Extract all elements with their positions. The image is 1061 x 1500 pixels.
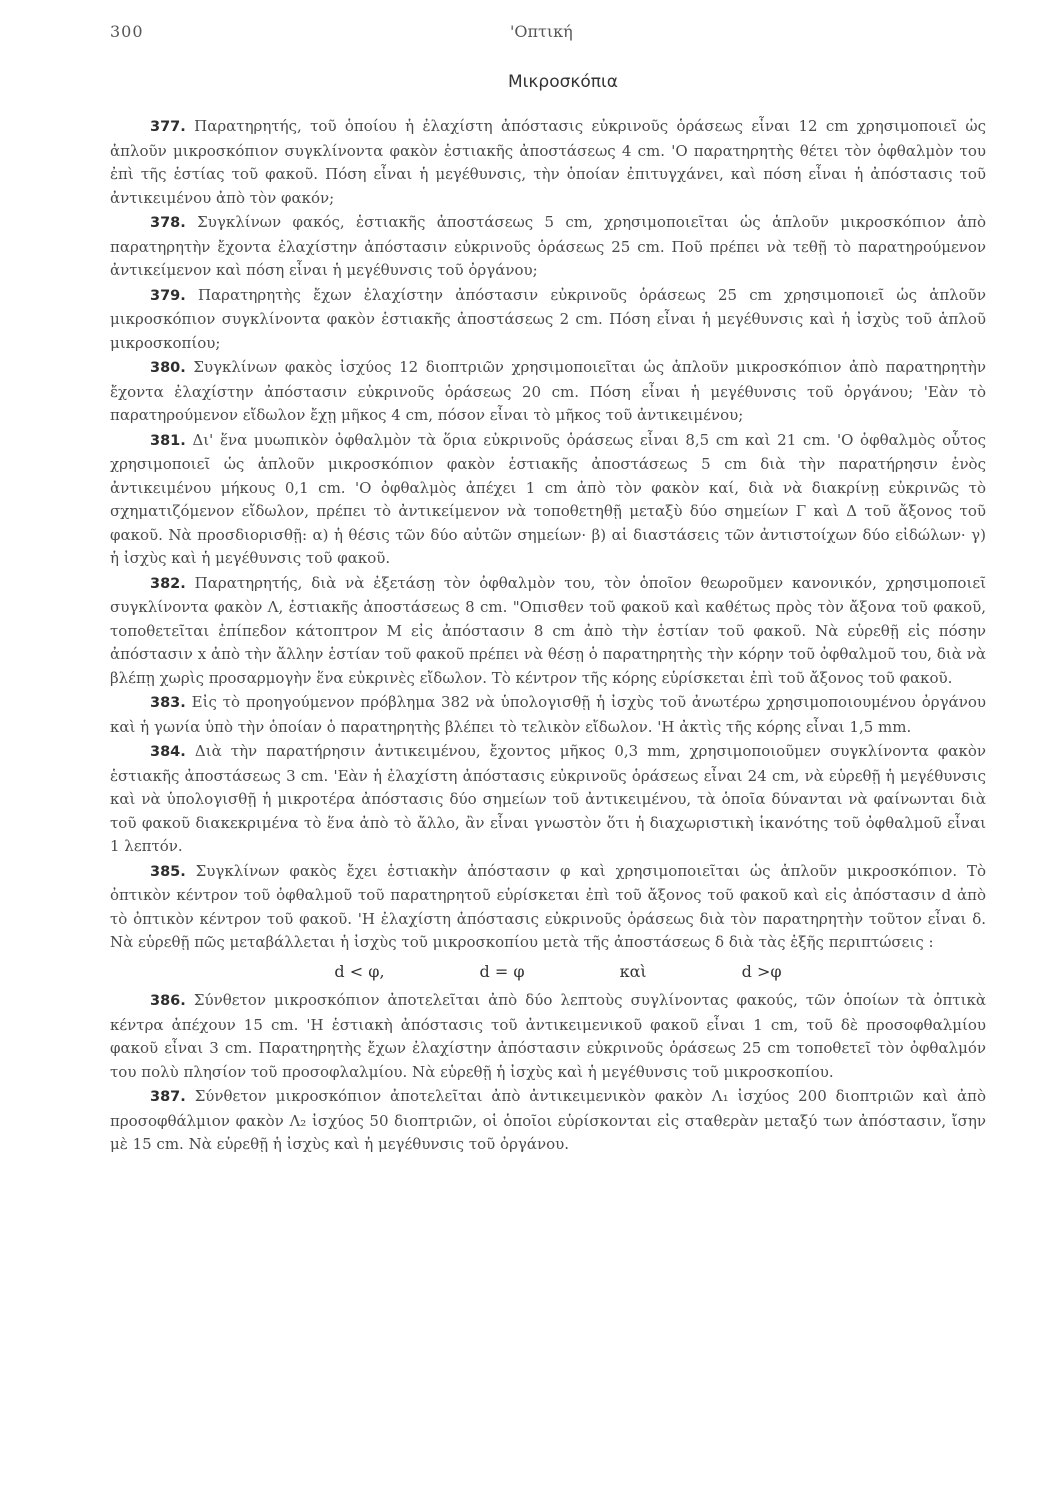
problem-383	[110, 691, 986, 739]
problem-377	[110, 115, 986, 210]
problem-381	[110, 429, 986, 571]
problem-number: 381.	[150, 432, 186, 449]
problem-text: Παρατηρητής, διὰ νὰ ἐξετάσῃ τὸν ὀφθαλμὸν του, τὸν ὁποῖον θεωροῦμεν κανονικόν, χρησιμοποιεῖ συγκλίνοντα φακὸν Λ, ἑστιακῆς ἀποστάσεως 8 cm. "Οπισθεν τοῦ φακοῦ καὶ καθέτως πρὸς τὸν ἄξονα τοῦ φακοῦ, τοποθετεῖται ἐπίπεδον κάτοπτρον Μ εἰς ἀπόστασιν 8 cm ἀπὸ τὴν ἑστίαν τοῦ φακοῦ. Νὰ εὑρεθῇ εἰς πόσην ἀπόστασιν x ἀπὸ τὴν ἄλλην ἑστίαν τοῦ φακοῦ πρέπει νὰ θέσῃ ὁ παρατηρητὴς τὴν κόρην τοῦ ὀφθαλμοῦ του, διὰ νὰ βλέπῃ χωρὶς προσαρμογὴν ἕνα εὐκρινὲς εἴδωλον. Τὸ κέντρον τῆς κόρης εὑρίσκεται ἐπὶ τοῦ ἄξονος τοῦ φακοῦ.	[110, 573, 987, 687]
formula-connector: καὶ	[619, 961, 647, 981]
problem-text: Συγκλίνων φακὸς ἔχει ἑστιακὴν ἀπόστασιν φ καὶ χρησιμοποιεῖται ὡς ἁπλοῦν μικροσκόπιον. Τὸ ὀπτικὸν κέντρον τοῦ ὀφθαλμοῦ τοῦ παρατηρητοῦ εὑρίσκεται ἐπὶ τοῦ ἄξονος τοῦ φακοῦ καὶ εἰς ἀπόστασιν d ἀπὸ τὸ ὀπτικὸν κέντρον τοῦ φακοῦ. 'Η ἐλαχίστη ἀπόστασις εὐκρινοῦς ὁράσεως διὰ τὸν παρατηρητὴν τοῦτον εἶναι δ. Νὰ εὑρεθῇ πῶς μεταβάλλεται ἡ ἰσχὺς τοῦ μικροσκοπίου μετὰ τῆς ἀποστάσεως δ διὰ τὰς ἑξῆς περιπτώσεις :	[110, 861, 986, 951]
problem-number: 378.	[150, 215, 186, 231]
formula-case-2: d = φ	[479, 961, 525, 981]
problem-382	[110, 572, 986, 691]
problem-number: 385.	[150, 863, 186, 880]
problem-text: Σύνθετον μικροσκόπιον ἀποτελεῖται ἀπὸ δύο λεπτοὺς συγλίνοντας φακούς, τῶν ὁποίων τὰ ὀπτικὰ κέντρα ἀπέχουν 15 cm. 'Η ἑστιακὴ ἀπόστασις τοῦ ἀντικειμενικοῦ φακοῦ εἶναι 1 cm, τοῦ δὲ προσοφθαλμίου φακοῦ εἶναι 3 cm. Παρατηρητὴς ἔχων ἐλαχίστην ἀπόστασιν εὐκρινοῦς ὁράσεως 25 cm τοποθετεῖ τὸν ὀφθαλμόν του πολὺ πλησίον τοῦ προσοφλαλμίου. Νὰ εὑρεθῇ ἡ ἰσχὺς καὶ ἡ μεγέθυνσις τοῦ μικροσκοπίου.	[110, 991, 986, 1081]
problem-text: Συγκλίνων φακὸς ἰσχύος 12 διοπτριῶν χρησιμοποιεῖται ὡς ἁπλοῦν μικροσκόπιον ἀπὸ παρατηρητὴν ἔχοντα ἐλαχίστην ἀπόστασιν εὐκρινοῦς ὁράσεως 20 cm. Πόση εἶναι ἡ μεγέθυνσις τοῦ ὀργάνου; 'Εὰν τὸ παρατηρούμενον εἴδωλον ἔχῃ μῆκος 4 cm, πόσον εἶναι τὸ μῆκος τοῦ ἀντικειμένου;	[110, 358, 986, 424]
problem-number: 380.	[150, 360, 186, 376]
problem-379	[110, 284, 986, 356]
problem-384	[110, 740, 986, 859]
problem-text: Εἰς τὸ προηγούμενον πρόβλημα 382 νὰ ὑπολογισθῇ ἡ ἰσχὺς τοῦ ἀνωτέρω χρησιμοποιουμένου ὀργάνου καὶ ἡ γωνία ὑπὸ τὴν ὁποίαν ὁ παρατηρητὴς βλέπει τὸ τελικὸν εἴδωλον. 'Η ἀκτὶς τῆς κόρης εἶναι 1,5 mm.	[110, 693, 986, 736]
problem-text: Παρατηρητής, τοῦ ὁποίου ἡ ἐλαχίστη ἀπόστασις εὐκρινοῦς ὁράσεως εἶναι 12 cm χρησιμοποιεῖ ὡς ἁπλοῦν μικροσκόπιον συγκλίνοντα φακὸν ἑστιακῆς ἀποστάσεως 4 cm. 'Ο παρατηρητὴς θέτει τὸν ὀφθαλμὸν του ἐπὶ τῆς ἑστίας τοῦ φακοῦ. Πόση εἶναι ἡ μεγέθυνσις, τὴν ὁποίαν ἐπιτυγχάνει, καὶ πόση εἶναι ἡ ἀπόστασις τοῦ ἀντικειμένου ἀπὸ τὸν φακόν;	[110, 117, 986, 207]
problem-text: Παρατηρητὴς ἔχων ἐλαχίστην ἀπόστασιν εὐκρινοῦς ὁράσεως 25 cm χρησιμοποιεῖ ὡς ἁπλοῦν μικροσκόπιον συγκλίνοντα φακὸν ἑστιακῆς ἀποστάσεως 2 cm. Πόση εἶναι ἡ μεγέθυνσις καὶ ἡ ἰσχὺς τοῦ ἁπλοῦ μικροσκοπίου;	[110, 285, 986, 352]
running-head	[110, 22, 986, 50]
running-title: 'Οπτική	[510, 22, 573, 41]
problem-number: 379.	[150, 287, 186, 304]
problem-number: 383.	[150, 695, 186, 711]
problem-386	[110, 989, 986, 1084]
problem-380	[110, 356, 986, 428]
problem-number: 386.	[150, 993, 186, 1009]
problem-387	[110, 1085, 986, 1157]
formula-case-1: d < φ,	[334, 961, 385, 981]
problem-number: 384.	[150, 744, 186, 760]
problem-text: Δι' ἕνα μυωπικὸν ὀφθαλμὸν τὰ ὅρια εὐκρινοῦς ὁράσεως εἶναι 8,5 cm καὶ 21 cm. 'Ο ὀφθαλμὸς οὗτος χρησιμοποιεῖ ὡς ἁπλοῦν μικροσκόπιον φακὸν ἑστιακῆς ἀποστάσεως 5 cm διὰ τὴν παρατήρησιν ἑνὸς ἀντικειμένου μήκους 0,1 cm. 'Ο ὀφθαλμὸς ἀπέχει 1 cm ἀπὸ τὸν φακὸν καί, διὰ νὰ διακρίνῃ εὐκρινῶς τὸ σχηματιζόμενον εἴδωλον, πρέπει τὸ ἀντικείμενον νὰ τοποθετηθῇ μεταξὺ δύο σημείων Γ καὶ Δ τοῦ ἄξονος τοῦ φακοῦ. Νὰ προσδιορισθῇ: α) ἡ θέσις τῶν δύο αὐτῶν σημείων· β) αἱ διαστάσεις τῶν ἀντιστοίχων δύο εἰδώλων· γ) ἡ ἰσχὺς καὶ ἡ μεγέθυνσις τοῦ φακοῦ.	[110, 430, 986, 567]
problem-text: Διὰ τὴν παρατήρησιν ἀντικειμένου, ἔχοντος μῆκος 0,3 mm, χρησιμοποιοῦμεν συγκλίνοντα φακὸν ἑστιακῆς ἀποστάσεως 3 cm. 'Εὰν ἡ ἐλαχίστη ἀπόστασις εὐκρινοῦς ὁράσεως εἶναι 24 cm, νὰ εὑρεθῇ ἡ μεγέθυνσις καὶ νὰ ὑπολογισθῇ ἡ μικροτέρα ἀπόστασις δύο σημείων τοῦ ἀντικειμένου, τὰ ὁποῖα δύνανται νὰ φαίνωνται διὰ τοῦ φακοῦ διακεκριμένα τὸ ἕνα ἀπὸ τὸ ἄλλο, ἂν εἶναι γνωστὸν ὅτι ἡ διαχωριστικὴ ἱκανότης τοῦ ὀφθαλμοῦ εἶναι 1 λεπτόν.	[110, 742, 986, 855]
problem-list	[110, 115, 986, 1157]
problem-385	[110, 860, 986, 955]
problem-378	[110, 211, 986, 283]
problem-number: 382.	[150, 575, 186, 592]
problem-text: Σύνθετον μικροσκόπιον ἀποτελεῖται ἀπὸ ἀντικειμενικὸν φακὸν Λ₁ ἰσχύος 200 διοπτριῶν καὶ ἀπὸ προσοφθάλμιον φακὸν Λ₂ ἰσχύος 50 διοπτριῶν, οἱ ὁποῖοι εὑρίσκονται εἰς σταθερὰν μεταξύ των ἀπόστασιν, ἴσην μὲ 15 cm. Νὰ εὑρεθῇ ἡ ἰσχὺς καὶ ἡ μεγέθυνσις τοῦ ὀργάνου.	[110, 1087, 986, 1153]
problem-number: 387.	[150, 1089, 186, 1105]
formula-cases	[110, 960, 986, 984]
formula-case-3: d >φ	[741, 961, 782, 981]
problem-text: Συγκλίνων φακός, ἑστιακῆς ἀποστάσεως 5 cm, χρησιμοποιεῖται ὡς ἁπλοῦν μικροσκόπιον ἀπὸ παρατηρητὴν ἔχοντα ἐλαχίστην ἀπόστασιν εὐκρινοῦς ὁράσεως 25 cm. Ποῦ πρέπει νὰ τεθῇ τὸ παρατηρούμενον ἀντικείμενον καὶ πόση εἶναι ἡ μεγέθυνσις τοῦ ὀργάνου;	[110, 213, 986, 279]
section-title: Μικροσκόπια	[507, 72, 619, 92]
problem-number: 377.	[150, 119, 186, 135]
page-number: 300	[110, 22, 144, 41]
